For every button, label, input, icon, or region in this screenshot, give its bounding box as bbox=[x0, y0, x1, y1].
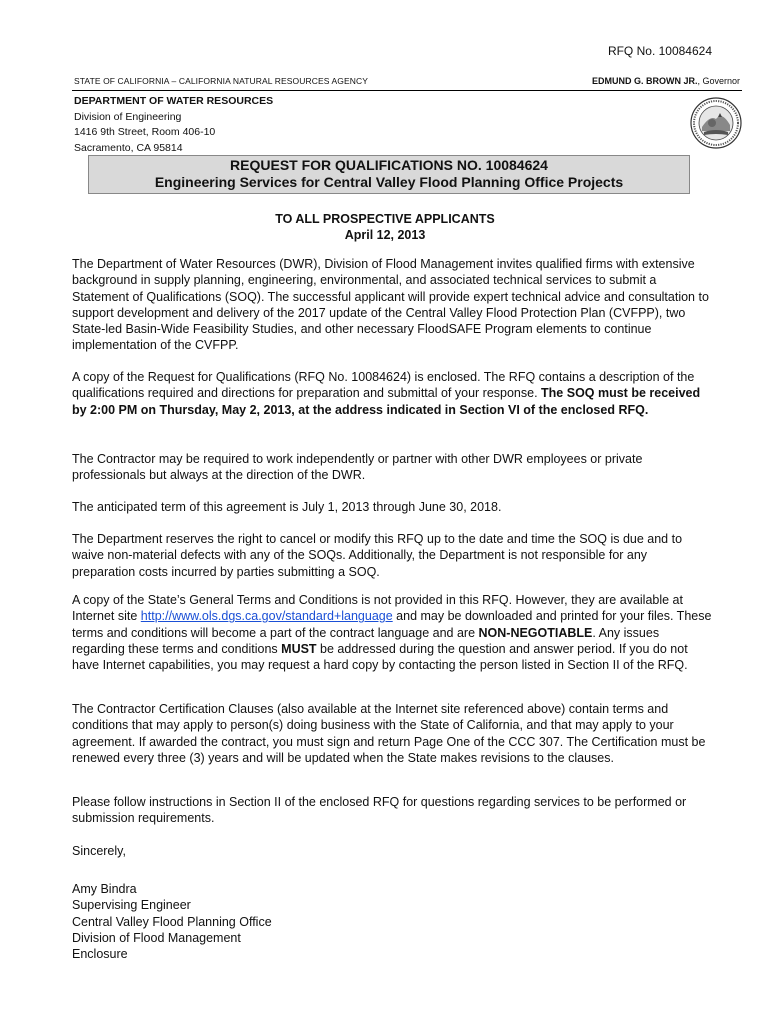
must-label: MUST bbox=[281, 641, 317, 656]
signer-name: Amy Bindra bbox=[72, 882, 137, 896]
paragraph-instructions-text: Please follow instructions in Section II of the enclosed RFQ for questions regarding services to be performed or submission requirements. bbox=[72, 795, 687, 826]
paragraph-term bbox=[72, 499, 712, 515]
department-address bbox=[74, 94, 273, 156]
letter-date: April 12, 2013 bbox=[344, 228, 426, 242]
governor-title: , Governor bbox=[697, 76, 740, 86]
street-address: 1416 9th Street, Room 406-10 bbox=[74, 126, 216, 138]
terms-text-b: and may be downloaded and printed for your files. These terms and conditions will become a part of the contract language and are bbox=[72, 609, 712, 640]
rfq-title-box bbox=[88, 155, 690, 194]
paragraph-terms-conditions bbox=[72, 592, 712, 673]
paragraph-reserves bbox=[72, 531, 712, 580]
state-seal-icon bbox=[690, 97, 742, 149]
governor-line bbox=[592, 76, 740, 86]
paragraph-reserves-text: The Department reserves the right to cancel or modify this RFQ up to the date and time the SOQ is due and to waive non-material defects with any of the SOQs. Additionally, the Department is not responsible for any preparation costs incurred by parties submitting a SOQ. bbox=[72, 532, 683, 579]
terms-text-c: . Any issues regarding these terms and conditions bbox=[72, 625, 660, 656]
paragraph-certification bbox=[72, 701, 712, 766]
enclosure-note: Enclosure bbox=[72, 947, 128, 962]
paragraph-rfq-copy bbox=[72, 369, 712, 418]
paragraph-contractor bbox=[72, 451, 712, 484]
rfq-title: REQUEST FOR QUALIFICATIONS NO. 10084624 bbox=[230, 157, 548, 173]
rfq-number: RFQ No. 10084624 bbox=[607, 44, 712, 58]
salutation-block bbox=[0, 211, 770, 243]
agency-name: STATE OF CALIFORNIA – CALIFORNIA NATURAL RESOURCES AGENCY bbox=[74, 76, 368, 86]
header-divider bbox=[72, 90, 742, 91]
paragraph-instructions bbox=[72, 794, 712, 827]
terms-text-d: be addressed during the question and answer period. If you do not have Internet capabilities, you may request a hard copy by contacting the person listed in Section II of the RFQ. bbox=[72, 641, 688, 673]
paragraph-term-text: The anticipated term of this agreement is July 1, 2013 through June 30, 2018. bbox=[72, 500, 502, 514]
paragraph-intro-text: The Department of Water Resources (DWR), Division of Flood Management invites qualified firms with extensive background in supply planning, engineering, environmental, and associated technical services to submit a Statement of Qualifications (SOQ). The successful applicant will provide expert technical advice and consultation to support development and delivery of the 2017 update of the Central Valley Flood Protection Plan (CVFPP), two State-led Basin-Wide Feasibility Studies, and other necessary FloodSAFE Program elements to continue implementation of the CVFPP. bbox=[72, 257, 709, 353]
standard-language-link[interactable]: http://www.ols.dgs.ca.gov/standard+language bbox=[140, 609, 393, 624]
governor-name: EDMUND G. BROWN JR. bbox=[591, 76, 698, 86]
signature-block bbox=[72, 881, 272, 962]
paragraph-contractor-text: The Contractor may be required to work independently or partner with other DWR employees or private professionals but always at the direction of the DWR. bbox=[72, 452, 643, 483]
closing-sincerely: Sincerely, bbox=[72, 844, 126, 858]
terms-text-a: A copy of the State’s General Terms and Conditions is not provided in this RFQ. However, they are available at Internet site bbox=[72, 593, 683, 624]
department-name: DEPARTMENT OF WATER RESOURCES bbox=[74, 95, 274, 107]
division-name: Division of Engineering bbox=[74, 110, 182, 123]
signer-title: Supervising Engineer bbox=[72, 898, 191, 913]
signer-office: Central Valley Flood Planning Office bbox=[72, 914, 272, 929]
salutation-heading: TO ALL PROSPECTIVE APPLICANTS bbox=[275, 212, 495, 226]
paragraph-intro bbox=[72, 256, 712, 354]
paragraph-rfq-copy-text: A copy of the Request for Qualifications (RFQ No. 10084624) is enclosed. The RFQ contains a description of the qualifications required and directions for preparation and submittal of your response. bbox=[72, 370, 695, 401]
non-negotiable-label: NON-NEGOTIABLE bbox=[478, 625, 593, 640]
signer-division: Division of Flood Management bbox=[72, 930, 241, 945]
rfq-subtitle: Engineering Services for Central Valley Flood Planning Office Projects bbox=[154, 174, 624, 190]
paragraph-certification-text: The Contractor Certification Clauses (also available at the Internet site referenced above) contain terms and conditions that may apply to person(s) doing business with the State of California, and that may apply to your agreement. If awarded the contract, you must sign and return Page One of the CCC 307. The Certification must be renewed every three (3) years and will be updated when the State makes revisions to the clauses. bbox=[72, 702, 706, 765]
city-address: Sacramento, CA 95814 bbox=[74, 141, 183, 154]
soq-deadline: The SOQ must be received by 2:00 PM on Thursday, May 2, 2013, at the address indicated in Section VI of the enclosed RFQ. bbox=[72, 386, 701, 417]
